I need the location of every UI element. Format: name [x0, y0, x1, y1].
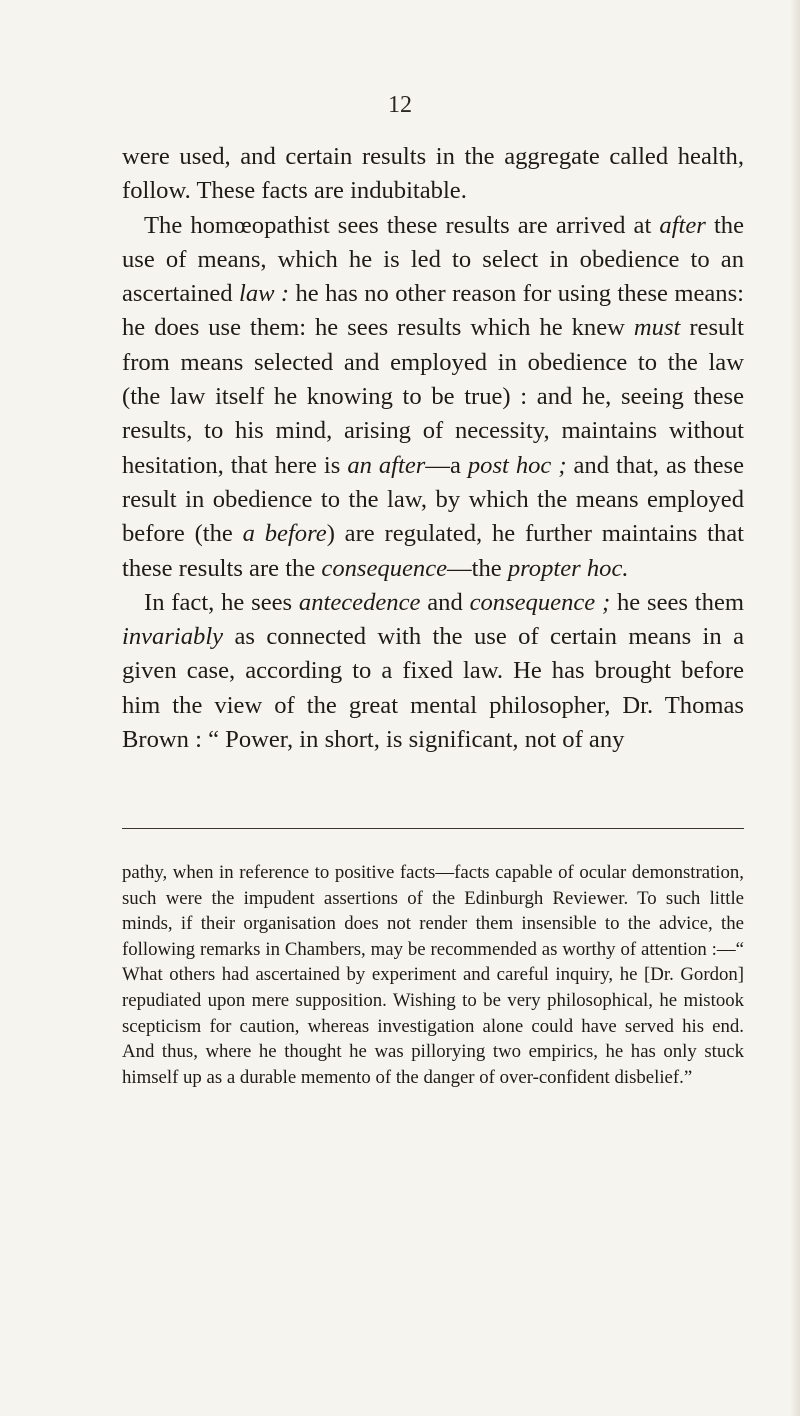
text-run: ) are regulated, he further maintains that these results are the	[122, 520, 744, 582]
text-run: and	[420, 588, 470, 616]
italic-run: antecedence	[298, 588, 421, 616]
page-number: 12	[388, 92, 412, 118]
main-text	[122, 140, 744, 757]
text-run: —a	[425, 451, 468, 479]
text-run: —the	[447, 554, 508, 582]
italic-run: consequence	[321, 554, 448, 582]
footnote-divider	[122, 828, 744, 829]
paragraph-1	[122, 140, 744, 209]
footnote	[122, 860, 744, 1090]
italic-run: consequence ;	[469, 588, 611, 616]
text-run: he has no other reason for using these means: he does use them: he sees results which he knew	[122, 280, 745, 342]
italic-run: a before	[242, 520, 327, 548]
text-run: the use of means, which he is led to select in obedience to an ascertained	[122, 211, 744, 308]
text-run: as connected with the use of certain means in a given case, according to a fixed law. He has brought before him the view of the great mental philosopher, Dr. Thomas Brown : “ Power, in short, is significant, not of any	[122, 623, 744, 754]
paragraph-1-text: were used, and certain results in the aggregate called health, follow. These facts are indubitable.	[122, 143, 744, 205]
italic-run: after	[659, 211, 706, 239]
italic-run: an after	[347, 451, 426, 479]
italic-run: post hoc ;	[467, 451, 567, 479]
italic-run: must	[633, 314, 681, 342]
paragraph-2	[122, 209, 744, 586]
text-run: In fact, he sees	[144, 588, 299, 616]
text-run: result from means selected and employed in obedience to the law (the law itself he knowing to be true) : and he, seeing these results, to his mind, arising of necessity, maintains without hesitation, that here is	[122, 314, 744, 479]
italic-run: propter hoc.	[507, 554, 629, 582]
text-run: The homœopathist sees these results are arrived at	[144, 211, 660, 239]
page-edge-shadow	[790, 0, 800, 1416]
footnote-text: pathy, when in reference to positive facts—facts capable of ocular demonstration, such were the impudent assertions of the Edinburgh Reviewer. To such little minds, if their organisation does not render them insensible to the advice, the following remarks in Chambers, may be recommended as worthy of attention :—“ What others had ascertained by experiment and careful inquiry, he [Dr. Gordon] repudiated upon mere supposition. Wishing to be very philosophical, he mistook scepticism for caution, whereas investigation alone could have served his end. And thus, where he thought he was pillorying two empirics, he has only stuck himself up as a durable memento of the danger of over-confident disbelief.”	[122, 862, 744, 1088]
italic-run: law :	[238, 280, 290, 308]
text-run: he sees them	[610, 588, 744, 616]
italic-run: invariably	[122, 623, 224, 651]
text-run: and that, as these result in obedience to the law, by which the means employed before (the	[122, 451, 744, 548]
paragraph-3	[122, 586, 744, 757]
